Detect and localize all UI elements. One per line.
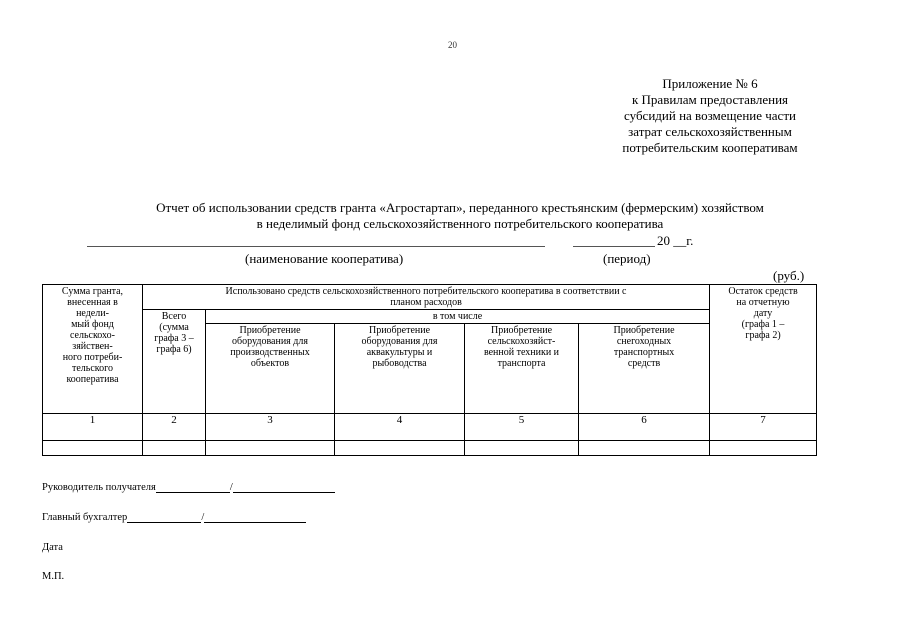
appendix-line: потребительским кооперативам xyxy=(622,140,798,155)
production-equipment-header: Приобретение оборудования для производственных объектов xyxy=(206,324,335,414)
column-number: 7 xyxy=(710,414,817,441)
snowmobile-header: Приобретение снегоходных транспортных средств xyxy=(579,324,710,414)
column-numbers-row xyxy=(43,414,817,441)
appendix-line: затрат сельскохозяйственным xyxy=(628,124,792,139)
accountant-signature xyxy=(42,512,306,523)
data-cell[interactable] xyxy=(335,441,465,456)
column-number: 2 xyxy=(143,414,206,441)
currency-unit: (руб.) xyxy=(773,268,805,283)
signature-line[interactable] xyxy=(156,482,230,493)
report-title-line2: в неделимый фонд сельскохозяйственного потребительского кооператива xyxy=(256,216,664,231)
separator: / xyxy=(229,482,233,493)
stamp-label: М.П. xyxy=(42,571,65,582)
accountant-label: Главный бухгалтер xyxy=(42,512,128,523)
total-header: Всего (сумма графа 3 – графа 6) xyxy=(143,310,206,414)
data-cell[interactable] xyxy=(43,441,143,456)
including-header: в том числе xyxy=(206,310,710,324)
name-line[interactable] xyxy=(204,512,306,523)
data-cell[interactable] xyxy=(579,441,710,456)
data-cell[interactable] xyxy=(206,441,335,456)
page-number: 20 xyxy=(448,40,457,50)
column-number: 4 xyxy=(335,414,465,441)
report-title-line1: Отчет об использовании средств гранта «Агростартап», переданного крестьянским (фермерским) хозяйством xyxy=(156,200,764,215)
report-table xyxy=(42,284,817,456)
column-number: 3 xyxy=(206,414,335,441)
data-row xyxy=(43,441,817,456)
aquaculture-equipment-header: Приобретение оборудования для аквакультуры и рыбоводства xyxy=(335,324,465,414)
balance-header: Остаток средств на отчетную дату (графа 1 – графа 2) xyxy=(710,285,817,414)
appendix-line: к Правилам предоставления xyxy=(631,92,789,107)
agri-machinery-header: Приобретение сельскохозяйст- венной техники и транспорта xyxy=(465,324,579,414)
column-number: 1 xyxy=(43,414,143,441)
year-field: 20 __г. xyxy=(657,233,694,248)
column-number: 5 xyxy=(465,414,579,441)
appendix-line: субсидий на возмещение части xyxy=(624,108,796,123)
column-number: 6 xyxy=(579,414,710,441)
data-cell[interactable] xyxy=(143,441,206,456)
cooperative-caption: (наименование кооператива) xyxy=(245,251,404,266)
head-label: Руководитель получателя xyxy=(42,482,156,493)
funds-used-header: Использовано средств сельскохозяйственного потребительского кооператива в соответствии с планом расходов xyxy=(143,285,710,310)
appendix-line: Приложение № 6 xyxy=(662,76,758,91)
date-label: Дата xyxy=(42,542,63,553)
appendix-header xyxy=(590,76,830,156)
grant-amount-header: Сумма гранта, внесенная в недели- мый фонд сельскохо- зяйствен- ного потреби- тельского кооператива xyxy=(43,285,143,414)
name-line[interactable] xyxy=(233,482,335,493)
cooperative-name-line xyxy=(87,246,545,247)
period-line xyxy=(573,246,655,247)
signature-line[interactable] xyxy=(127,512,201,523)
data-cell[interactable] xyxy=(465,441,579,456)
separator: / xyxy=(201,512,205,523)
head-signature xyxy=(42,482,335,493)
report-title xyxy=(60,200,860,232)
data-cell[interactable] xyxy=(710,441,817,456)
period-caption: (период) xyxy=(603,251,651,266)
